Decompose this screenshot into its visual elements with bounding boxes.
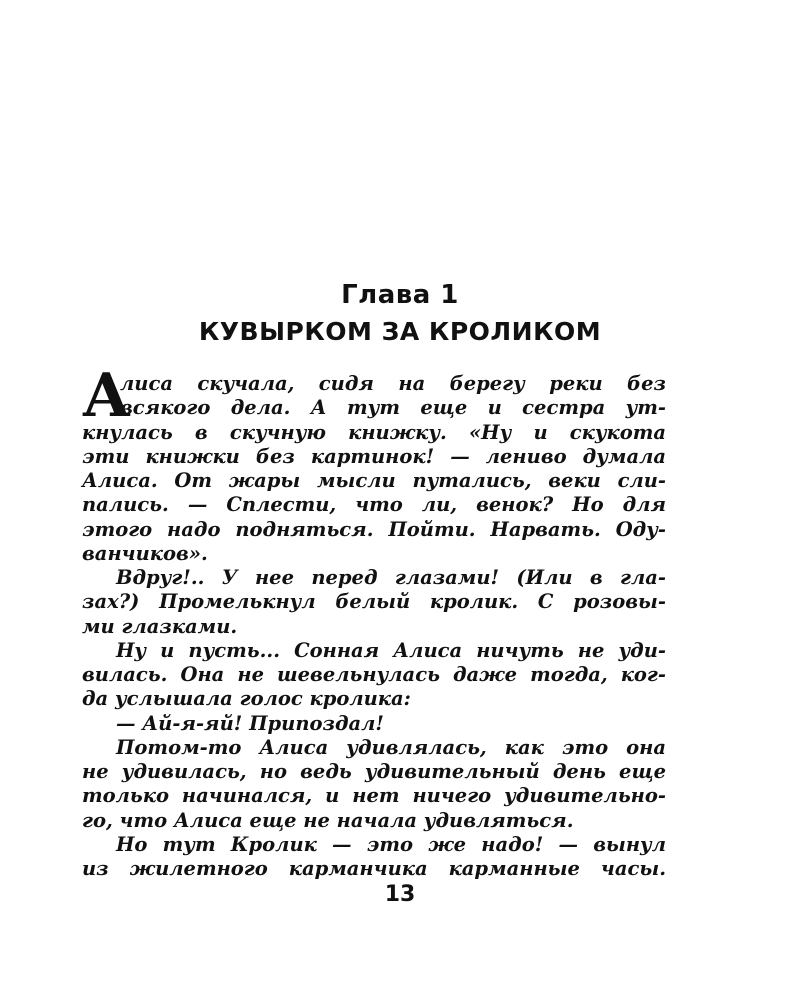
text-line: только начинался, и нет ничего удивительно- [82, 784, 666, 808]
text-line: Алиса. От жары мысли путались, веки сли- [82, 469, 666, 492]
text-line: ванчиков». [82, 541, 208, 565]
chapter-title: КУВЫРКОМ ЗА КРОЛИКОМ [198, 317, 602, 346]
page-number: 13 [384, 882, 416, 907]
text-line: кнулась в скучную книжку. «Ну и скукота [82, 420, 666, 444]
text-line: да услышала голос кролика: [82, 687, 411, 711]
text-line: Вдруг!.. У нее перед глазами! (Или в гла- [116, 566, 666, 589]
text-line: зах?) Промелькнул белый кролик. С розовы- [82, 590, 666, 614]
text-line: Ну и пусть... Сонная Алиса ничуть не уди- [116, 638, 666, 662]
text-line: Но тут Кролик — это же надо! — вынул [116, 832, 666, 856]
text-line: — Ай-я-яй! Припоздал! [116, 711, 384, 735]
text-line: этого надо подняться. Пойти. Нарвать. Оду- [82, 517, 666, 541]
text-line: пались. — Сплести, что ли, венок? Но для [82, 493, 666, 517]
text-line: эти книжки без картинок! — лениво думала [82, 444, 666, 468]
chapter-label: Глава 1 [341, 280, 459, 310]
text-line: из жилетного карманчика карманные часы. [82, 857, 666, 880]
text-line: го, что Алиса еще не начала удивляться. [82, 808, 574, 832]
text-line: Потом-то Алиса удивлялась, как это она [116, 735, 666, 759]
body-text [82, 372, 666, 881]
drop-cap: А [82, 361, 131, 431]
text-line: не удивилась, но ведь удивительный день еще [82, 760, 666, 783]
text-line: вилась. Она не шевельнулась даже тогда, ког- [82, 663, 666, 686]
text-line: лиса скучала, сидя на берегу реки без [120, 372, 666, 395]
text-line: всякого дела. А тут еще и сестра ут- [120, 396, 666, 420]
text-line: ми глазками. [82, 614, 238, 638]
